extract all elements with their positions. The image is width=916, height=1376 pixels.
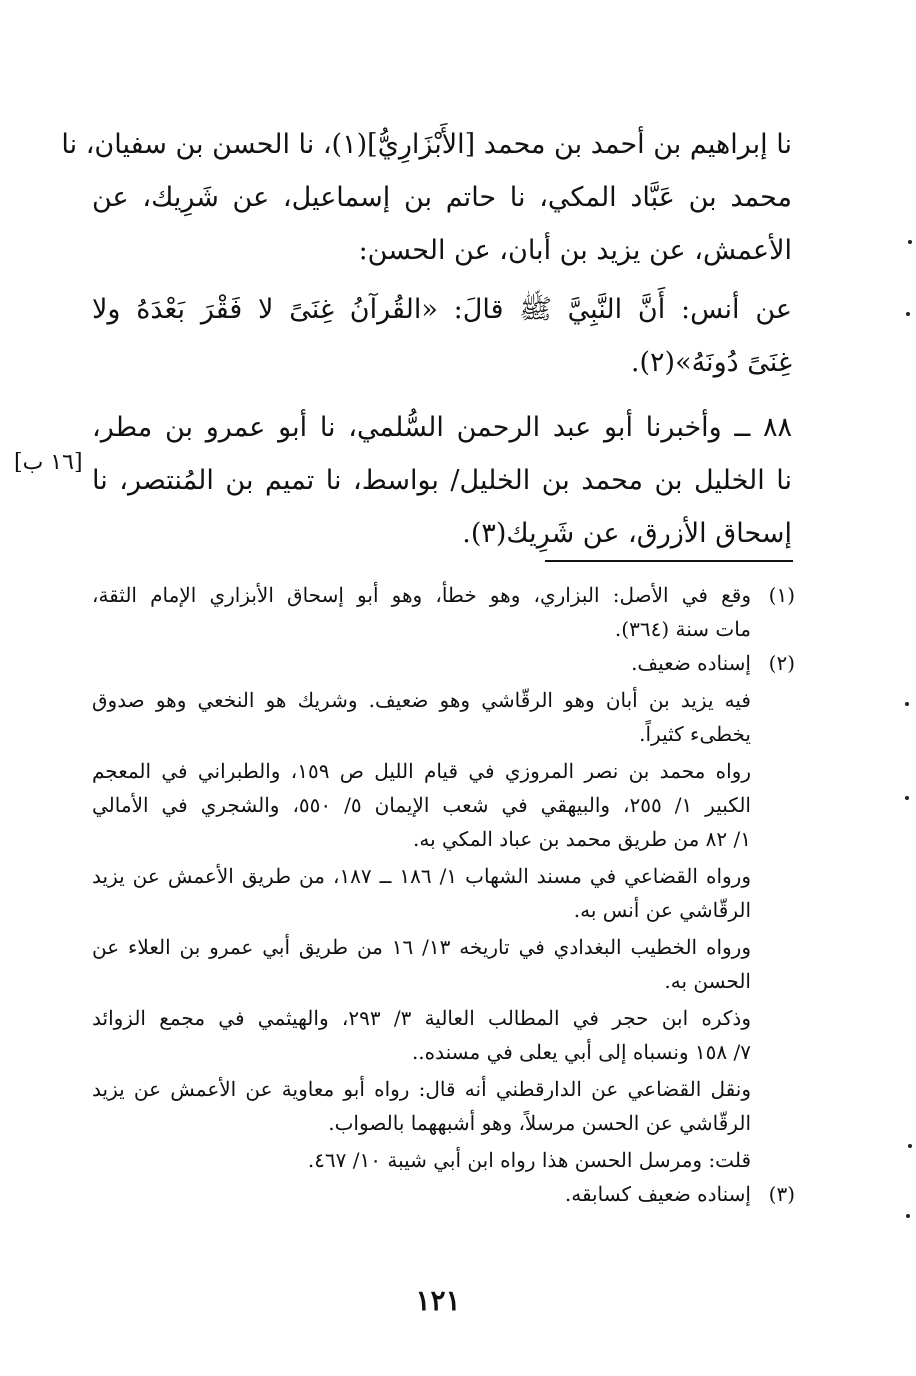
- footnote-2-paragraph: [92, 683, 751, 751]
- footnote-line: الرقّاشي عن أنس به.: [573, 898, 751, 922]
- footnote-number: (٢): [768, 651, 795, 675]
- scan-speck: [905, 796, 909, 800]
- footnote-line: وقع في الأصل: البزاري، وهو خطأ، وهو أبو إسحاق الأبزاري الإمام الثقة،: [92, 583, 751, 607]
- footnote-line: إسناده ضعيف.: [631, 651, 751, 675]
- footnote-2-paragraph: [92, 1072, 751, 1140]
- text-line: غِنَىً دُونَهُ»(٢).: [630, 347, 792, 378]
- footnote-line: قلت: ومرسل الحسن هذا رواه ابن أبي شيبة ١٠/ ٤٦٧.: [307, 1148, 751, 1172]
- hadith-88-paragraph: [92, 401, 792, 560]
- hadith-paragraph: [92, 283, 792, 389]
- page-number: ١٢١: [415, 1284, 461, 1317]
- text-line: نا إبراهيم بن أحمد بن محمد [الأَبْزَارِيُّ](١)، نا الحسن بن سفيان، نا: [61, 129, 792, 160]
- footnote-2-paragraph: [92, 1143, 751, 1177]
- footnote-line: وذكره ابن حجر في المطالب العالية ٣/ ٢٩٣، والهيثمي في مجمع الزوائد: [92, 1006, 751, 1030]
- footnote-line: الرقّاشي عن الحسن مرسلاً، وهو أشبههما بالصواب.: [328, 1111, 751, 1135]
- scan-speck: [906, 1214, 910, 1218]
- footnote-line: يخطىء كثيراً.: [639, 722, 751, 746]
- footnote-1: [92, 578, 795, 646]
- scan-speck: [908, 240, 912, 244]
- text-line: محمد بن عَبَّاد المكي، نا حاتم بن إسماعيل، عن شَرِيك، عن: [92, 182, 792, 213]
- scan-speck: [908, 1144, 912, 1148]
- footnote-line: ٧/ ١٥٨ ونسباه إلى أبي يعلى في مسنده..: [411, 1040, 751, 1064]
- text-line: الأعمش، عن يزيد بن أبان، عن الحسن:: [358, 235, 792, 266]
- footnote-2-paragraph: [92, 1001, 751, 1069]
- footnote-line: مات سنة (٣٦٤).: [614, 617, 751, 641]
- text-line: عن أنس: أَنَّ النَّبِيَّ ﷺ قالَ: «القُرآنُ غِنَىً لا فَقْرَ بَعْدَهُ ولا: [92, 294, 792, 325]
- main-text: [61, 118, 792, 560]
- footnote-2-paragraph: [92, 859, 751, 927]
- footnote-line: الكبير ١/ ٢٥٥، والبيهقي في شعب الإيمان ٥/ ٥٥٠، والشجري في الأمالي: [92, 793, 751, 817]
- footnote-line: فيه يزيد بن أبان وهو الرقّاشي وهو ضعيف. وشريك هو النخعي وهو صدوق: [92, 688, 751, 712]
- manuscript-folio-marker: [١٦ ب]: [14, 450, 83, 475]
- footnote-line: الحسن به.: [664, 969, 751, 993]
- scan-speck: [906, 312, 910, 316]
- text-line: نا الخليل بن محمد بن الخليل/ بواسط، نا تميم بن المُنتصر، نا: [92, 465, 792, 496]
- footnote-line: إسناده ضعيف كسابقه.: [564, 1182, 751, 1206]
- footnote-line: ورواه القضاعي في مسند الشهاب ١/ ١٨٦ ــ ١٨٧، من طريق الأعمش عن يزيد: [92, 864, 751, 888]
- footnote-2-paragraph: [92, 754, 751, 856]
- footnote-divider: [545, 560, 793, 562]
- footnote-line: ورواه الخطيب البغدادي في تاريخه ١٣/ ١٦ من طريق أبي عمرو بن العلاء عن: [92, 935, 751, 959]
- footnote-line: ونقل القضاعي عن الدارقطني أنه قال: رواه أبو معاوية عن الأعمش عن يزيد: [92, 1077, 751, 1101]
- footnote-text: [92, 1177, 751, 1211]
- text-line: إسحاق الأزرق، عن شَرِيك(٣).: [462, 518, 792, 549]
- scan-speck: [905, 702, 909, 706]
- footnote-3: [92, 1177, 795, 1211]
- text-line: ٨٨ ــ وأخبرنا أبو عبد الرحمن السُّلمي، نا أبو عمرو بن مطر،: [92, 412, 792, 443]
- footnote-number: (١): [768, 583, 795, 607]
- footnote-text: [92, 578, 751, 646]
- footnote-text: [92, 646, 751, 680]
- isnad-paragraph: [61, 118, 792, 277]
- footnote-line: رواه محمد بن نصر المروزي في قيام الليل ص ١٥٩، والطبراني في المعجم: [92, 759, 751, 783]
- footnote-2: [92, 646, 795, 680]
- footnotes: [92, 578, 795, 1211]
- footnote-line: ١/ ٨٢ من طريق محمد بن عباد المكي به.: [413, 827, 751, 851]
- footnote-2-paragraph: [92, 930, 751, 998]
- footnote-number: (٣): [768, 1182, 795, 1206]
